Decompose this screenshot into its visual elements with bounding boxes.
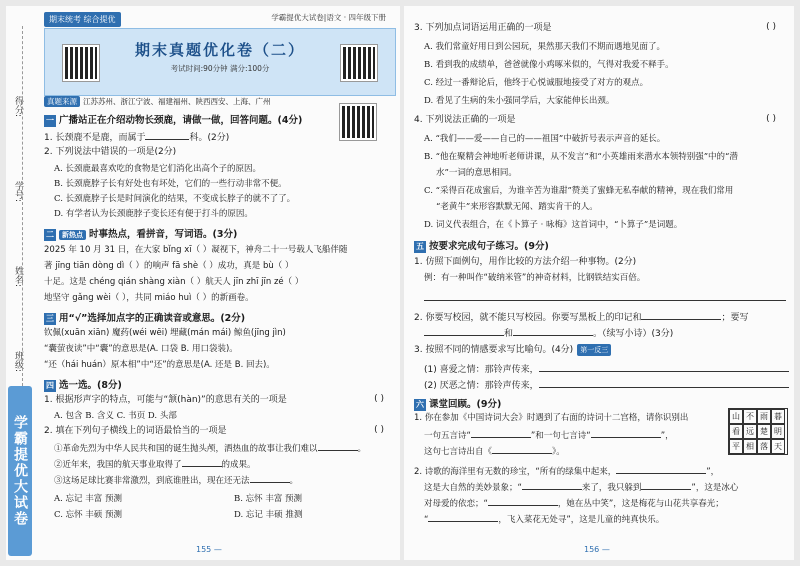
section-number: 二: [46, 230, 54, 239]
exam-meta: 考试时间:90分钟 满分:100分: [170, 64, 270, 73]
option-b-cont: 水”一词的意思相同。: [436, 168, 517, 178]
answer-blank[interactable]: [428, 512, 498, 522]
section-number: 六: [416, 400, 424, 409]
grid-cell[interactable]: 明: [771, 424, 785, 439]
answer-paren[interactable]: ( ): [374, 425, 384, 435]
simile-line-2: (2) 厌恶之情：那铃声传来，: [424, 378, 789, 392]
answer-paren[interactable]: ( ): [766, 22, 776, 32]
example-sentence: 例：有一种叫作“破纳米管”的神奇材料，比钢铁结实百倍。: [424, 273, 646, 283]
extension-tag: 第一反三: [577, 344, 611, 356]
option-c[interactable]: C. 经过一番辩论后，他终于心悦诚服地接受了对方的观点。: [424, 78, 649, 88]
header-series: 学霸提优大试卷|语文 · 四年级下册: [271, 13, 386, 22]
answer-blank[interactable]: [522, 480, 582, 490]
answer-blank[interactable]: [641, 480, 691, 490]
brand-logo: 学霸提优大试卷: [8, 386, 32, 556]
grid-cell[interactable]: 落: [757, 439, 771, 454]
review-question-1: 1. 你在参加《中国诗词大会》时遇到了右面的诗词十二宫格，请你识别出: [414, 413, 689, 423]
answer-blank[interactable]: [471, 428, 531, 438]
page-number: 155 —: [196, 545, 222, 554]
title-banner: [44, 28, 396, 96]
grid-cell[interactable]: 远: [743, 424, 757, 439]
source-line: [44, 96, 334, 107]
option-d[interactable]: D. 看见了生病的朱小强同学后，大家能伸长出颈。: [424, 96, 615, 106]
section-text: 用“√”选择加点字的正确读音或意思。(2分): [59, 313, 246, 324]
answer-blank[interactable]: [616, 464, 706, 474]
sentence-3: ③这场足球比赛非常激烈，到底谁胜出，现在还无法 。: [54, 473, 298, 486]
review-question-1-cont: 一句五言诗“ ”和一句七言诗“ ”，: [424, 428, 674, 442]
answer-blank[interactable]: [591, 428, 661, 438]
sentence-task-3: 3. 按照不同的情感要求写比喻句。(4分) 第一反三: [414, 344, 614, 356]
sentence-task-2: 2. 你要写校园，就不能只写校园。你要写黑板上的印记和 ；要写: [414, 310, 748, 324]
option-a[interactable]: A. “我们——爱——自己的——祖国”中破折号表示声音的延长。: [424, 134, 666, 144]
right-page: [404, 6, 794, 560]
sentence-1: ①革命先烈为中华人民共和国的诞生抛头颅，洒热血的故事让我们难以 。: [54, 441, 366, 454]
section-5-heading: [414, 238, 549, 253]
option-b[interactable]: B. 看到我的成绩单，爸爸就像小鸡啄米似的，气得对我爱不释手。: [424, 60, 674, 70]
grid-cell[interactable]: 不: [743, 409, 757, 424]
review-question-2: 2. 诗歌的海洋里有无数的珍宝，“所有的绿集中起来， ”，: [414, 464, 719, 478]
question-4: 4. 下列说法正确的一项是: [414, 115, 516, 125]
grid-cell[interactable]: 平: [729, 439, 743, 454]
hot-tag: 新热点: [59, 230, 86, 240]
answer-blank[interactable]: [641, 310, 721, 320]
exam-title: 期末真题优化卷（二）: [134, 41, 305, 59]
option-d[interactable]: D. 有学者认为长颈鹿脖子变长还有便于打斗的原因。: [54, 209, 253, 219]
option-b[interactable]: B. 忘怀 丰富 预测: [234, 494, 303, 504]
options-4-1[interactable]: A. 包含 B. 含义 C. 书页 D. 头部: [54, 411, 177, 421]
option-b[interactable]: B. 长颈鹿脖子长有好处也有坏处，它们的一些行动非常不便。: [54, 179, 287, 189]
option-d[interactable]: D. 词义代表组合，在《卜算子 · 咏梅》这首词中，“卜算子”是词题。: [424, 220, 683, 230]
answer-paren[interactable]: ( ): [766, 114, 776, 124]
grid-cell[interactable]: 看: [729, 424, 743, 439]
section-number: 五: [416, 242, 424, 251]
source-tag: 真题来源: [44, 96, 80, 107]
reading-choice-line[interactable]: 钦佩(xuān xiān) 魔药(wéi wēi) 埋藏(mán mái) 鲸鱼(jīng jìn): [44, 328, 286, 338]
answer-blank[interactable]: [488, 496, 558, 506]
section-1-heading: [44, 112, 302, 127]
option-c-cont: “老黄牛”来形容默默无闻、踏实肯干的人。: [436, 202, 598, 212]
answer-line[interactable]: [424, 290, 786, 301]
pinyin-line: 地坚守 gǎng wèi（ ），共同 miáo huì（ ）的新画卷。: [44, 293, 254, 303]
qr-code-icon: [341, 45, 377, 81]
pinyin-line: 十足。这是 chéng qián shàng xiàn（ ）航天人 jīn zhī jīn zé（ ）: [44, 277, 304, 287]
answer-blank[interactable]: [182, 457, 222, 467]
name-label: 姓名:: [13, 266, 23, 288]
option-a[interactable]: A. 忘记 丰富 预测: [54, 494, 122, 504]
section-4-heading: [44, 377, 122, 392]
section-text: 广播站正在介绍动物长颈鹿，请做一做，回答问题。(4分): [59, 115, 303, 126]
review-question-1-end: 这句七言诗出自《 》。: [424, 444, 565, 458]
answer-blank[interactable]: [539, 378, 789, 388]
sentence-task-2-cont: 和 。（续写小诗）(3分): [424, 326, 673, 340]
review-question-2-l4: “ ，飞入菜花无处寻”，这是儿童的纯真快乐。: [424, 512, 664, 526]
question-1: [44, 130, 229, 144]
section-6-heading: [414, 396, 501, 411]
option-c[interactable]: C. 忘怀 丰硕 预测: [54, 510, 123, 520]
qr-code-icon: [63, 45, 99, 81]
review-question-2-l3: 对母爱的依恋；“ ，她在丛中笑”，这是梅花与山花共享春光；: [424, 496, 724, 510]
section-text: 时事热点，看拼音，写词语。(3分): [89, 229, 238, 240]
sentence-task-1: 1. 仿照下面例句，用作比较的方法介绍一种事物。(2分): [414, 257, 637, 267]
pinyin-line: 2025 年 10 月 31 日，在大家 bǐng xī（ ）凝视下，神舟二十一号载人飞船伴随: [44, 245, 348, 255]
review-question-2-l2: 这是大自然的美妙景象；“ 来了，我只躲到 ”，这是冰心: [424, 480, 738, 494]
student-id-label: 学号:: [13, 181, 23, 203]
section-3-heading: [44, 310, 245, 325]
grid-cell[interactable]: 天: [771, 439, 785, 454]
meaning-choice-line[interactable]: “还（hái huán）原本相”中“还”的意思是(A. 还是 B. 回去)。: [44, 360, 275, 370]
meaning-choice-line[interactable]: “囊萤夜读”中“囊”的意思是(A. 口袋 B. 用口袋装)。: [44, 344, 238, 354]
answer-paren[interactable]: ( ): [374, 394, 384, 404]
question-4-2: 2. 填在下列句子横线上的词语最恰当的一项是: [44, 426, 227, 436]
left-page: [6, 6, 400, 560]
grid-cell[interactable]: 相: [743, 439, 757, 454]
option-b[interactable]: B. “他在聚精会神地听老师讲课，从不发言”和“小英雄雨来潜水本领特别强”中的“潜: [424, 152, 738, 162]
question-3: 3. 下列加点词语运用正确的一项是: [414, 23, 552, 33]
section-number: 三: [46, 314, 54, 323]
sentence-2: ②近年来，我国的航天事业取得了 的成果。: [54, 457, 256, 470]
section-text: 按要求完成句子练习。(9分): [429, 241, 549, 252]
binding-strip: [6, 6, 36, 560]
simile-line-1: (1) 喜爱之情：那铃声传来，: [424, 362, 789, 376]
section-text: 选一选。(8分): [59, 380, 122, 391]
answer-blank[interactable]: [318, 441, 358, 451]
option-c[interactable]: C. “采得百花成蜜后，为谁辛苦为谁甜”赞美了蜜蜂无私奉献的精神，现在我们常用: [424, 186, 734, 196]
poetry-grid: [728, 408, 788, 455]
section-number: 一: [46, 116, 54, 125]
answer-blank[interactable]: [145, 130, 189, 140]
grid-cell[interactable]: 雨: [757, 409, 771, 424]
grid-cell[interactable]: 楚: [757, 424, 771, 439]
header-tag: 期末统考 综合提优: [44, 12, 121, 27]
score-label: 得分:: [13, 96, 23, 118]
cut-line: [22, 26, 23, 386]
source-text: 江苏苏州、浙江宁波、福建福州、陕西西安、上海、广州: [83, 97, 271, 106]
section-text: 课堂回顾。(9分): [429, 399, 502, 410]
question-2: 2. 下列说法中错误的一项是(2分): [44, 147, 177, 157]
grid-cell[interactable]: 山: [729, 409, 743, 424]
option-a[interactable]: A. 我们常童好用日到公园玩，果然那天我们不期而遇地见面了。: [424, 42, 666, 52]
class-label: 班级:: [13, 351, 23, 373]
section-number: 四: [46, 381, 54, 390]
answer-blank[interactable]: [539, 362, 789, 372]
question-text: 科。(2分): [189, 133, 230, 143]
grid-cell[interactable]: 暮: [771, 409, 785, 424]
qr-code-icon: [340, 104, 376, 140]
section-2-heading: [44, 226, 237, 241]
answer-blank[interactable]: [250, 473, 290, 483]
option-c[interactable]: C. 长颈鹿脖子长是时间演化的结果，不变成长脖子的就不了了。: [54, 194, 296, 204]
answer-blank[interactable]: [424, 326, 504, 336]
question-text: 1. 长颈鹿不是鹿，而属于: [44, 133, 146, 143]
question-4-1: 1. 根据形声字的特点，可能与“颔(hàn)”的意思有关的一项是: [44, 395, 287, 405]
option-a[interactable]: A. 长颈鹿最喜欢吃的食物是它们消化出高个子的原因。: [54, 164, 262, 174]
answer-blank[interactable]: [513, 326, 593, 336]
page-number: 156 —: [584, 545, 610, 554]
answer-blank[interactable]: [492, 444, 552, 454]
option-d[interactable]: D. 忘记 丰硕 推测: [234, 510, 303, 520]
pinyin-line: 著 jīng tiān dòng dì（ ）的响声 fā shè（ ）成功，真是 bù（ ）: [44, 261, 294, 271]
